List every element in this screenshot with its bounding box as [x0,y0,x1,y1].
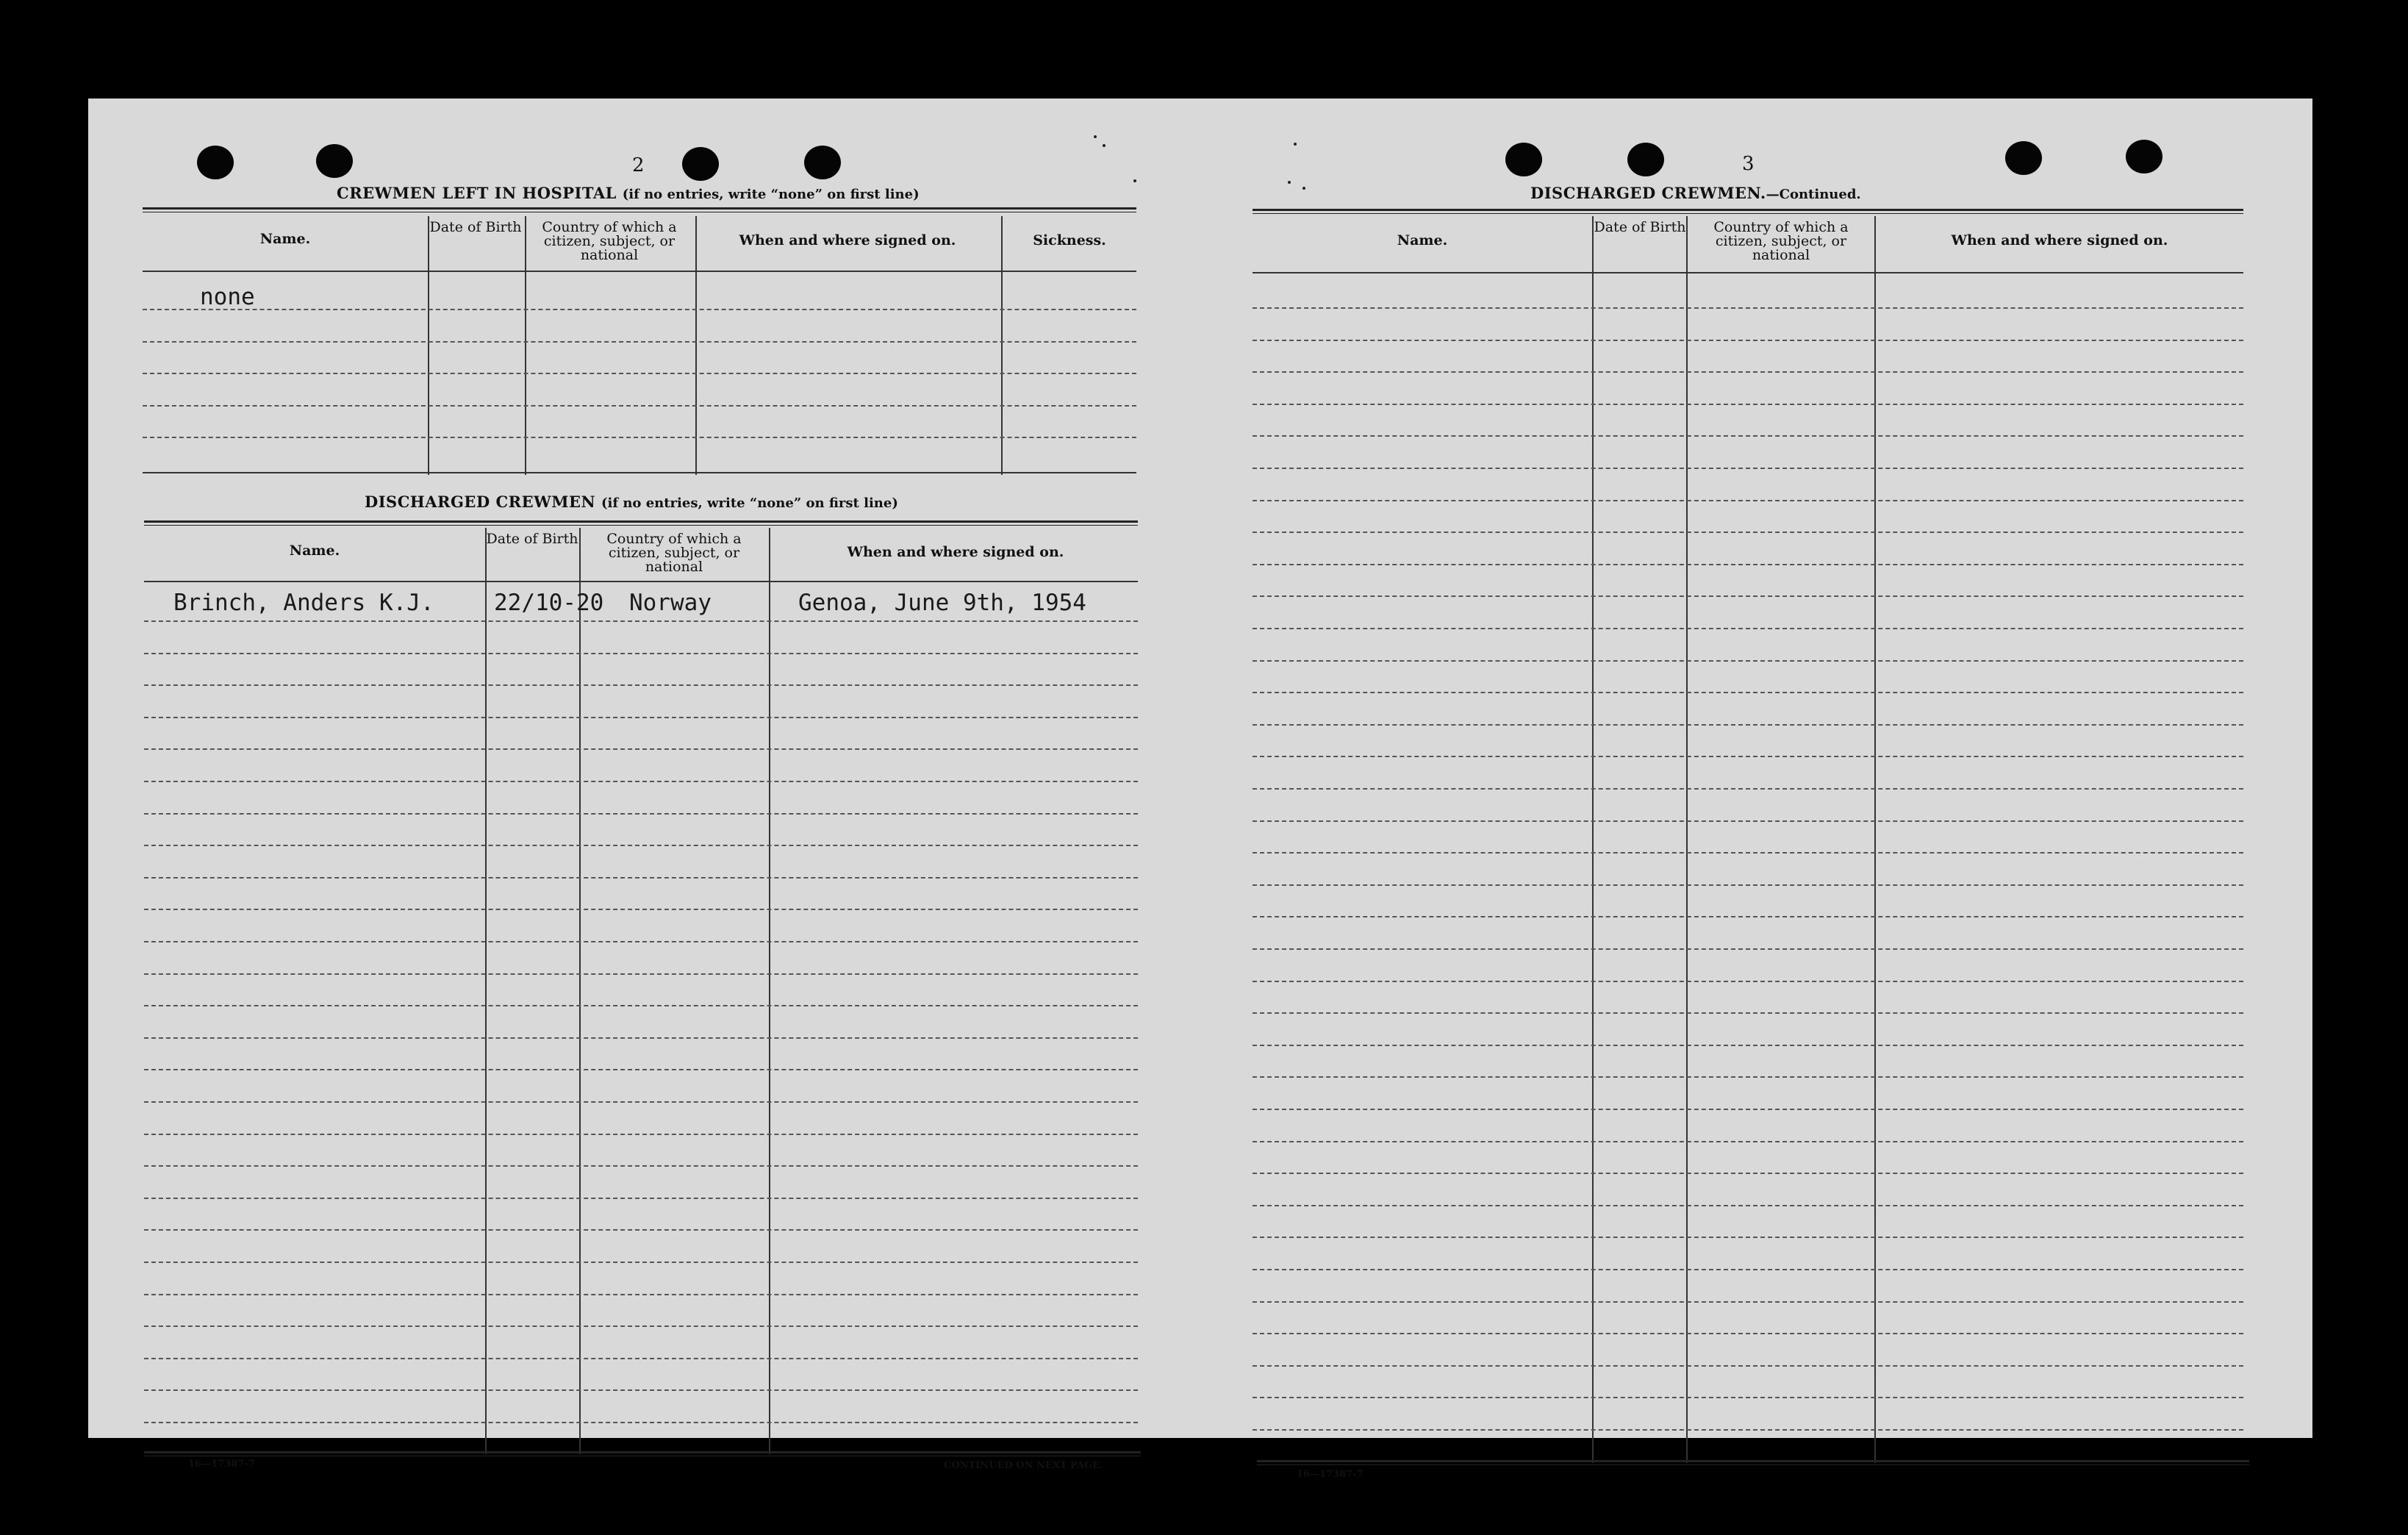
right-ruled-line [1253,756,2243,757]
discharged-top-rule [144,520,1138,526]
right-ruled-line [1253,1269,2243,1270]
page-number-left: 2 [632,154,645,176]
right-ruled-line [1253,1333,2243,1334]
discharged-col-divider [579,528,581,1454]
discharged-header-country: Country of which a citizen, subject, or national [606,531,742,575]
discharged-ruled-line [144,1358,1138,1359]
crew-signed-on: Genoa, June 9th, 1954 [798,590,1086,616]
punch-hole [316,144,353,178]
right-header-rule [1253,272,2243,273]
hospital-header-rule [143,271,1136,272]
right-ruled-line [1253,435,2243,437]
crew-country: Norway [629,590,712,616]
right-ruled-line [1253,1141,2243,1142]
discharged-ruled-line [144,1165,1138,1167]
right-ruled-line [1253,468,2243,469]
discharged-ruled-line [144,1101,1138,1103]
right-header-country: Country of which a citizen, subject, or national [1713,219,1849,263]
hospital-entry-none: none [200,284,255,310]
right-header-signed-on: When and where signed on. [1951,232,2168,248]
discharged-ruled-line [144,1198,1138,1199]
discharged-ruled-line [144,684,1138,686]
right-bottom-rule [1257,1460,2249,1465]
discharged-ruled-line [144,1294,1138,1295]
right-ruled-line [1253,1173,2243,1174]
punch-hole [1627,143,1664,176]
hospital-title: CREWMEN LEFT IN HOSPITAL [337,184,617,202]
punch-hole [682,147,719,181]
manifest-sheet [88,99,2312,1480]
hospital-subtitle: (if no entries, write “none” on first line) [622,187,920,202]
right-ruled-line [1253,1205,2243,1206]
discharged-col-divider [769,528,770,1454]
continued-note: CONTINUED ON NEXT PAGE. [944,1460,1103,1471]
discharged-ruled-line [144,653,1138,654]
right-ruled-line [1253,852,2243,854]
right-ruled-line [1253,1045,2243,1046]
punch-hole [197,146,234,179]
discharged-subtitle: (if no entries, write “none” on first line) [601,495,898,511]
speck [1302,187,1305,190]
right-ruled-line [1253,500,2243,501]
punch-hole [1505,143,1542,176]
right-ruled-line [1253,1237,2243,1238]
hospital-ruled-line [143,437,1136,438]
right-top-rule [1253,209,2243,214]
discharged-ruled-line [144,941,1138,942]
discharged-section-title [365,493,898,511]
discharged-ruled-line [144,620,1138,622]
right-ruled-line [1253,981,2243,982]
discharged-ruled-line [144,1389,1138,1391]
discharged-ruled-line [144,1005,1138,1006]
discharged-title: DISCHARGED CREWMEN [365,493,596,511]
crew-name: Brinch, Anders K.J. [173,590,434,616]
hospital-ruled-line [143,341,1136,343]
punch-hole [804,146,841,179]
right-header-dob: Date of Birth [1594,219,1686,235]
hospital-header-country: Country of which a citizen, subject, or national [542,219,677,263]
discharged-ruled-line [144,973,1138,975]
right-ruled-line [1253,1301,2243,1303]
hospital-ruled-line [143,405,1136,407]
right-ruled-line [1253,404,2243,405]
page-number-right: 3 [1742,153,1755,175]
discharged-ruled-line [144,877,1138,879]
discharged-header-signed-on: When and where signed on. [847,544,1064,560]
right-ruled-line [1253,371,2243,373]
right-ruled-line [1253,340,2243,341]
right-title: DISCHARGED CREWMEN. [1530,184,1766,202]
right-ruled-line [1253,884,2243,886]
discharged-ruled-line [144,1069,1138,1070]
crew-dob: 22/10-20 [494,590,604,616]
discharged-ruled-line [144,813,1138,815]
right-ruled-line [1253,628,2243,629]
right-ruled-line [1253,724,2243,726]
discharged-ruled-line [144,1037,1138,1039]
hospital-bottom-rule [143,472,1136,473]
right-ruled-line [1253,820,2243,822]
right-ruled-line [1253,1365,2243,1367]
discharged-ruled-line [144,1325,1138,1327]
right-section-title [1530,184,1861,202]
right-ruled-line [1253,595,2243,597]
discharged-ruled-line [144,781,1138,782]
right-ruled-line [1253,532,2243,533]
hospital-section-title [337,184,920,202]
hospital-top-rule [143,207,1136,212]
hospital-header-sickness: Sickness. [1033,232,1106,248]
discharged-ruled-line [144,909,1138,910]
hospital-header-dob: Date of Birth [429,219,522,235]
discharged-ruled-line [144,748,1138,750]
discharged-ruled-line [144,845,1138,846]
right-ruled-line [1253,692,2243,693]
form-number-right: 16—17387-7 [1297,1469,1364,1480]
discharged-bottom-rule [144,1451,1141,1456]
discharged-col-divider [485,528,487,1454]
right-ruled-line [1253,1012,2243,1014]
discharged-ruled-line [144,1422,1138,1423]
right-ruled-line [1253,1109,2243,1110]
right-ruled-line [1253,1429,2243,1431]
right-ruled-line [1253,1076,2243,1078]
right-ruled-line [1253,948,2243,950]
punch-hole [2005,141,2042,175]
punch-hole [2126,140,2162,173]
right-ruled-line [1253,788,2243,790]
discharged-header-rule [144,581,1138,582]
hospital-ruled-line [143,309,1136,310]
speck [1094,135,1097,138]
speck [1133,179,1136,182]
discharged-ruled-line [144,1229,1138,1231]
right-title-suffix: —Continued. [1766,187,1861,202]
hospital-ruled-line [143,373,1136,374]
hospital-header-name: Name. [259,231,311,247]
hospital-header-signed-on: When and where signed on. [739,232,956,248]
right-header-name: Name. [1397,232,1448,248]
discharged-header-name: Name. [289,543,340,559]
discharged-ruled-line [144,717,1138,718]
discharged-ruled-line [144,1134,1138,1135]
right-ruled-line [1253,660,2243,662]
form-number-left: 16—17387-7 [188,1459,255,1470]
right-ruled-line [1253,916,2243,917]
speck [1288,181,1291,184]
right-ruled-line [1253,564,2243,565]
discharged-ruled-line [144,1262,1138,1263]
right-ruled-line [1253,1397,2243,1398]
speck [1103,144,1106,147]
speck [1294,143,1297,146]
discharged-header-dob: Date of Birth [486,531,578,547]
right-ruled-line [1253,307,2243,309]
